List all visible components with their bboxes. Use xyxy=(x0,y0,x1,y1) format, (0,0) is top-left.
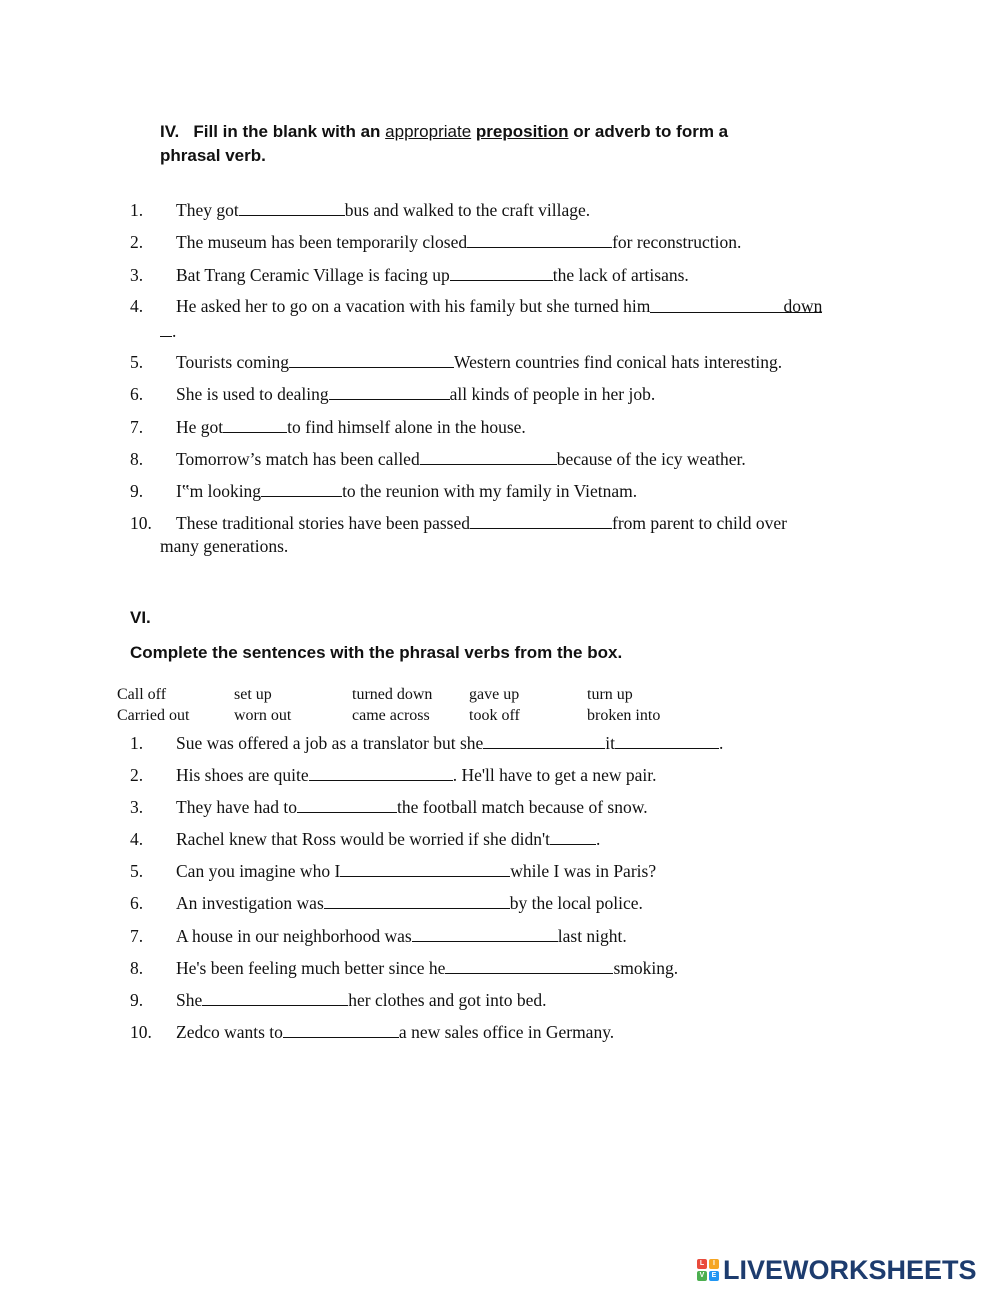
section-6-number: VI. xyxy=(130,608,151,627)
s4-item-7: 7. He got to find himself alone in the house. xyxy=(130,417,526,437)
bank-word: took off xyxy=(469,707,520,724)
s6-item-2: 2. His shoes are quite . He'll have to get a new pair. xyxy=(130,765,657,785)
s6-item-1: 1. Sue was offered a job as a translator but she it . xyxy=(130,733,724,753)
s6-blank-3[interactable] xyxy=(297,795,397,813)
section-4-title: IV. Fill in the blank with an appropriate preposition or adverb to form a xyxy=(160,122,729,141)
s6-item-5: 5. Can you imagine who I while I was in Paris? xyxy=(130,861,657,881)
s6-item-8: 8. He's been feeling much better since he smoking. xyxy=(130,958,679,978)
s4-blank-4b[interactable] xyxy=(160,319,172,337)
s6-item-10: 10. Zedco wants to a new sales office in Germany. xyxy=(130,1022,615,1042)
section-6-instruction: Complete the sentences with the phrasal verbs from the box. xyxy=(130,643,623,662)
s6-item-4: 4. Rachel knew that Ross would be worried if she didn't . xyxy=(130,829,601,849)
s6-item-6: 6. An investigation was by the local police. xyxy=(130,893,643,913)
s6-item-9: 9. She her clothes and got into bed. xyxy=(130,990,547,1010)
s6-blank-2[interactable] xyxy=(309,763,453,781)
s4-blank-8[interactable] xyxy=(420,447,557,465)
s4-blank-5[interactable] xyxy=(289,350,454,368)
s6-item-7: 7. A house in our neighborhood was last night. xyxy=(130,926,627,946)
bank-word: Carried out xyxy=(117,707,190,724)
s6-blank-4[interactable] xyxy=(550,827,596,845)
s4-blank-7[interactable] xyxy=(223,415,287,433)
s6-blank-6[interactable] xyxy=(324,891,510,909)
s4-item-1: 1. They got bus and walked to the craft village. xyxy=(130,200,591,220)
s4-item-8: 8. Tomorrow’s match has been called because of the icy weather. xyxy=(130,449,746,469)
s4-blank-2[interactable] xyxy=(467,230,612,248)
bank-word: gave up xyxy=(469,686,520,703)
logo-blocks-icon: L I V E xyxy=(697,1259,719,1281)
s6-blank-1b[interactable] xyxy=(615,731,719,749)
logo-text: LIVEWORKSHEETS xyxy=(723,1254,977,1285)
s4-item-6: 6. She is used to dealing all kinds of people in her job. xyxy=(130,384,656,404)
s6-blank-8[interactable] xyxy=(445,956,613,974)
word-appropriate: appropriate xyxy=(385,122,472,141)
s4-item-2: 2. The museum has been temporarily closed for reconstruction. xyxy=(130,232,742,252)
bank-word: set up xyxy=(234,686,272,703)
s4-blank-9[interactable] xyxy=(261,479,342,497)
bank-word: Call off xyxy=(117,686,167,703)
s4-blank-1[interactable] xyxy=(239,198,345,216)
s4-item-9: 9. I‟m looking to the reunion with my family in Vietnam. xyxy=(130,481,638,501)
s6-blank-5[interactable] xyxy=(340,859,510,877)
s4-item-4: 4. He asked her to go on a vacation with his family but she turned him down xyxy=(130,296,823,316)
s6-item-3: 3. They have had to the football match because of snow. xyxy=(130,797,648,817)
s4-blank-10[interactable] xyxy=(470,511,612,529)
s6-blank-7[interactable] xyxy=(412,924,558,942)
s4-blank-4[interactable] xyxy=(650,295,823,316)
s4-item-10: 10. These traditional stories have been passed from parent to child over xyxy=(130,513,787,533)
s4-blank-6[interactable] xyxy=(329,382,450,400)
bank-word: came across xyxy=(352,707,430,724)
bank-word: turned down xyxy=(352,686,433,703)
s4-answer-4: down xyxy=(783,296,823,316)
section-4-number: IV. xyxy=(160,122,180,141)
bank-word: turn up xyxy=(587,686,633,703)
s4-item-10-line2: many generations. xyxy=(160,536,289,556)
word-preposition: preposition xyxy=(475,122,569,141)
bank-word: worn out xyxy=(234,707,292,724)
s4-item-4-line2: . xyxy=(160,319,176,343)
s4-item-3: 3. Bat Trang Ceramic Village is facing up the lack of artisans. xyxy=(130,265,689,285)
s6-blank-1a[interactable] xyxy=(483,731,605,749)
liveworksheets-logo[interactable] xyxy=(697,1255,977,1285)
section-4-title-line2: phrasal verb. xyxy=(160,146,266,165)
s4-item-5: 5. Tourists coming Western countries find conical hats interesting. xyxy=(130,352,783,372)
bank-word: broken into xyxy=(587,707,661,724)
s4-blank-3[interactable] xyxy=(450,263,553,281)
s6-blank-9[interactable] xyxy=(202,988,348,1006)
s6-blank-10[interactable] xyxy=(283,1020,399,1038)
